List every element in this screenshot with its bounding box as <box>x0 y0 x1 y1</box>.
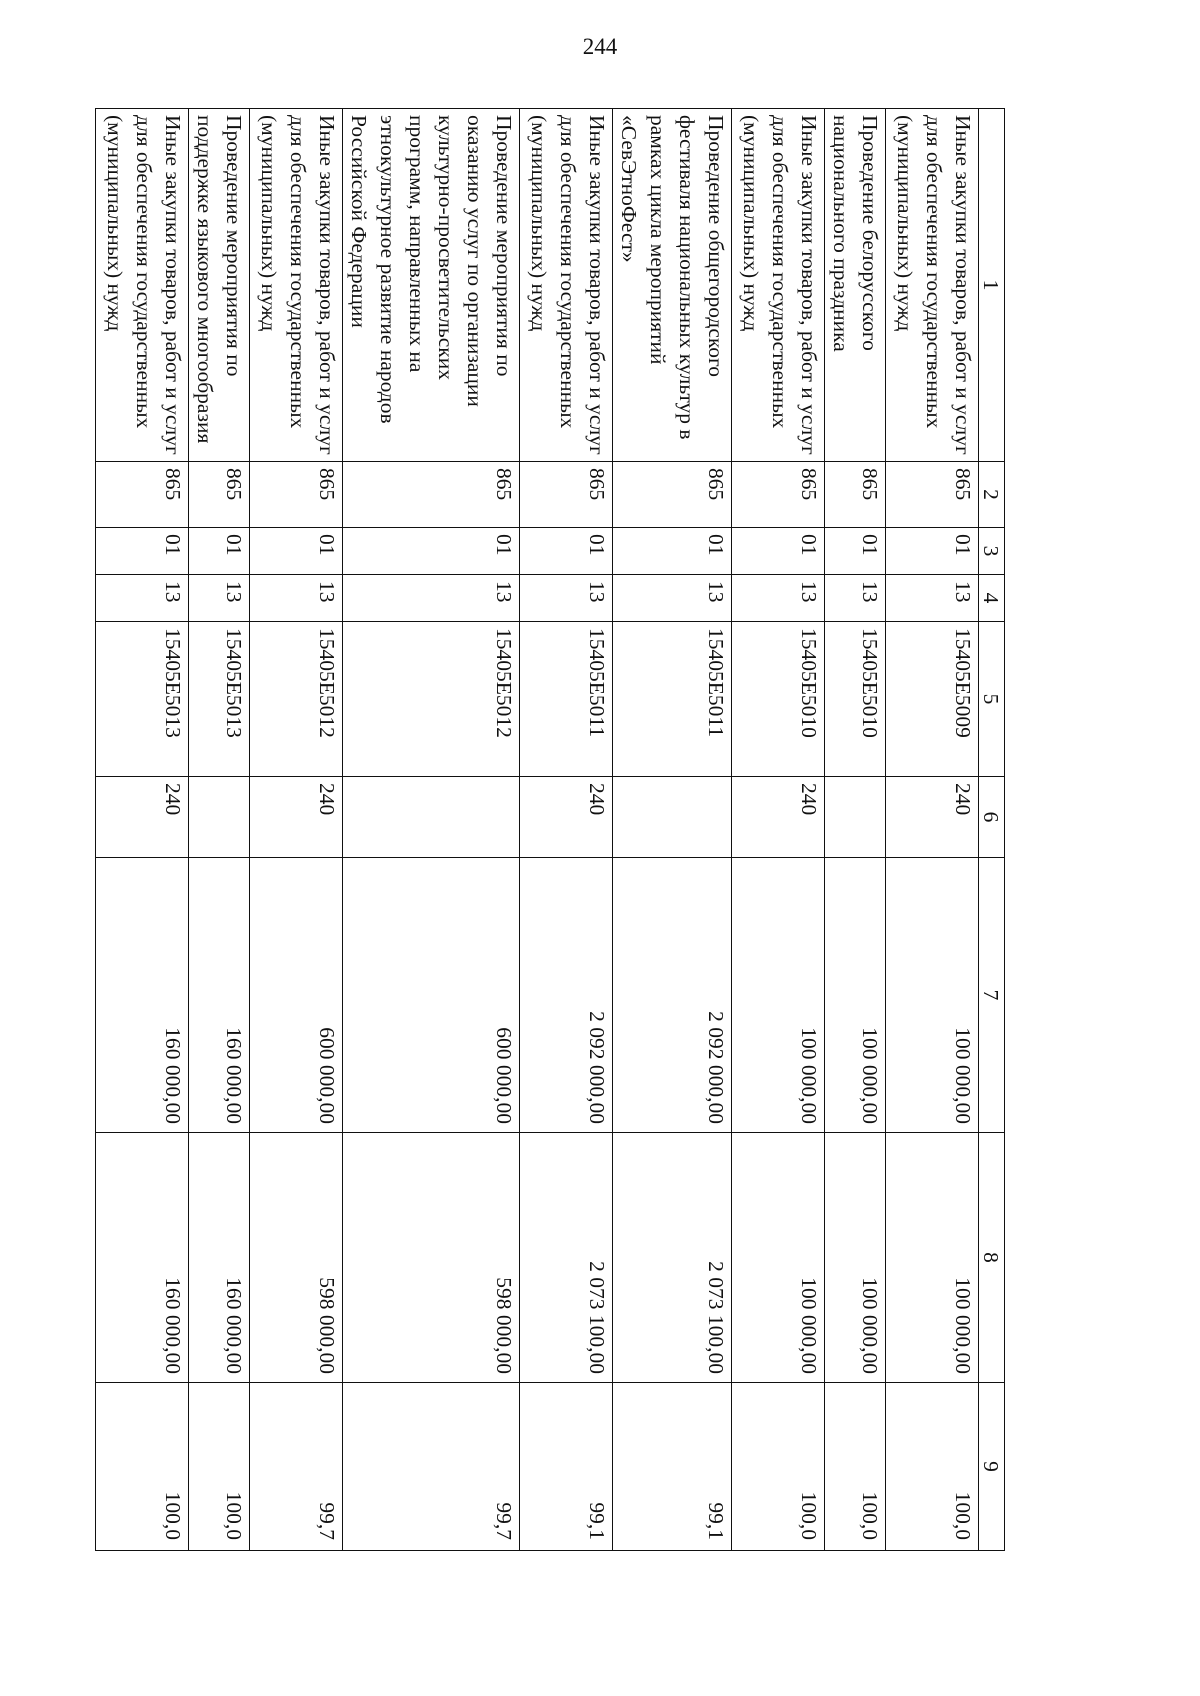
row-gr-cell: 865 <box>886 462 979 528</box>
row-plan-cell: 160 000,00 <box>96 858 189 1133</box>
row-code-cell: 15405Е5010 <box>825 622 886 777</box>
row-vr-cell: 240 <box>96 777 189 858</box>
row-fact-cell: 598 000,00 <box>343 1133 520 1383</box>
row-plan-cell: 2 092 000,00 <box>520 858 613 1133</box>
row-fact-cell: 598 000,00 <box>250 1133 343 1383</box>
row-pr-cell: 13 <box>343 575 520 622</box>
row-pct-cell: 99,1 <box>520 1383 613 1551</box>
row-gr-cell: 865 <box>825 462 886 528</box>
row-name-cell: Проведение общегородского фестиваля национальных культур в рамках цикла мероприятий «СевЭтноФест» <box>613 109 732 462</box>
row-gr-cell: 865 <box>343 462 520 528</box>
row-plan-cell: 100 000,00 <box>732 858 825 1133</box>
header-cell: 6 <box>979 777 1005 858</box>
table-row <box>343 109 520 1551</box>
header-cell: 7 <box>979 858 1005 1133</box>
row-gr-cell: 865 <box>732 462 825 528</box>
row-code-cell: 15405Е5011 <box>613 622 732 777</box>
row-rz-cell: 01 <box>343 528 520 575</box>
row-fact-cell: 2 073 100,00 <box>520 1133 613 1383</box>
row-gr-cell: 865 <box>613 462 732 528</box>
row-pct-cell: 100,0 <box>96 1383 189 1551</box>
row-code-cell: 15405Е5013 <box>189 622 250 777</box>
row-fact-cell: 100 000,00 <box>732 1133 825 1383</box>
header-cell: 1 <box>979 109 1005 462</box>
table-row <box>732 109 825 1551</box>
row-name-cell: Иные закупки товаров, работ и услуг для обеспечения государственных (муниципальных) нужд <box>732 109 825 462</box>
row-pct-cell: 100,0 <box>189 1383 250 1551</box>
row-plan-cell: 600 000,00 <box>343 858 520 1133</box>
row-vr-cell <box>613 777 732 858</box>
row-rz-cell: 01 <box>96 528 189 575</box>
row-pr-cell: 13 <box>250 575 343 622</box>
row-plan-cell: 600 000,00 <box>250 858 343 1133</box>
row-code-cell: 15405Е5010 <box>732 622 825 777</box>
row-rz-cell: 01 <box>732 528 825 575</box>
table-row <box>250 109 343 1551</box>
row-plan-cell: 160 000,00 <box>189 858 250 1133</box>
row-pr-cell: 13 <box>886 575 979 622</box>
header-cell: 4 <box>979 575 1005 622</box>
row-fact-cell: 160 000,00 <box>189 1133 250 1383</box>
table-row <box>189 109 250 1551</box>
header-row <box>979 109 1005 1551</box>
header-cell: 2 <box>979 462 1005 528</box>
row-name-cell: Иные закупки товаров, работ и услуг для обеспечения государственных (муниципальных) нужд <box>886 109 979 462</box>
row-code-cell: 15405Е5012 <box>250 622 343 777</box>
row-pct-cell: 99,7 <box>250 1383 343 1551</box>
row-pr-cell: 13 <box>613 575 732 622</box>
table-row <box>613 109 732 1551</box>
row-rz-cell: 01 <box>250 528 343 575</box>
header-cell: 3 <box>979 528 1005 575</box>
row-vr-cell <box>343 777 520 858</box>
row-vr-cell: 240 <box>520 777 613 858</box>
row-pct-cell: 100,0 <box>886 1383 979 1551</box>
row-vr-cell: 240 <box>886 777 979 858</box>
row-rz-cell: 01 <box>825 528 886 575</box>
row-pct-cell: 99,7 <box>343 1383 520 1551</box>
row-gr-cell: 865 <box>189 462 250 528</box>
row-fact-cell: 100 000,00 <box>886 1133 979 1383</box>
row-fact-cell: 100 000,00 <box>825 1133 886 1383</box>
table-row <box>520 109 613 1551</box>
row-pr-cell: 13 <box>189 575 250 622</box>
table-row <box>825 109 886 1551</box>
row-pct-cell: 100,0 <box>825 1383 886 1551</box>
table-row <box>96 109 189 1551</box>
row-plan-cell: 100 000,00 <box>825 858 886 1133</box>
row-code-cell: 15405Е5012 <box>343 622 520 777</box>
row-pct-cell: 100,0 <box>732 1383 825 1551</box>
header-cell: 8 <box>979 1133 1005 1383</box>
row-code-cell: 15405Е5011 <box>520 622 613 777</box>
row-name-cell: Проведение мероприятия по поддержке языкового многообразия <box>189 109 250 462</box>
row-vr-cell <box>825 777 886 858</box>
row-code-cell: 15405Е5013 <box>96 622 189 777</box>
row-pct-cell: 99,1 <box>613 1383 732 1551</box>
row-code-cell: 15405Е5009 <box>886 622 979 777</box>
row-name-cell: Иные закупки товаров, работ и услуг для обеспечения государственных (муниципальных) нужд <box>96 109 189 462</box>
row-gr-cell: 865 <box>250 462 343 528</box>
row-name-cell: Иные закупки товаров, работ и услуг для обеспечения государственных (муниципальных) нужд <box>250 109 343 462</box>
row-rz-cell: 01 <box>613 528 732 575</box>
row-rz-cell: 01 <box>189 528 250 575</box>
row-name-cell: Иные закупки товаров, работ и услуг для обеспечения государственных (муниципальных) нужд <box>520 109 613 462</box>
row-rz-cell: 01 <box>886 528 979 575</box>
row-vr-cell: 240 <box>250 777 343 858</box>
header-cell: 5 <box>979 622 1005 777</box>
header-cell: 9 <box>979 1383 1005 1551</box>
row-pr-cell: 13 <box>520 575 613 622</box>
row-rz-cell: 01 <box>520 528 613 575</box>
row-pr-cell: 13 <box>96 575 189 622</box>
row-fact-cell: 2 073 100,00 <box>613 1133 732 1383</box>
table-row <box>886 109 979 1551</box>
row-name-cell: Проведение мероприятия по оказанию услуг по организации культурно-просветительских программ, направленных на этнокультурное развитие народов Российской Федерации <box>343 109 520 462</box>
row-plan-cell: 100 000,00 <box>886 858 979 1133</box>
row-gr-cell: 865 <box>96 462 189 528</box>
row-pr-cell: 13 <box>825 575 886 622</box>
page-number: 244 <box>582 34 618 59</box>
row-pr-cell: 13 <box>732 575 825 622</box>
row-plan-cell: 2 092 000,00 <box>613 858 732 1133</box>
row-vr-cell <box>189 777 250 858</box>
row-name-cell: Проведение белорусского национального праздника <box>825 109 886 462</box>
row-fact-cell: 160 000,00 <box>96 1133 189 1383</box>
row-gr-cell: 865 <box>520 462 613 528</box>
row-vr-cell: 240 <box>732 777 825 858</box>
budget-table <box>95 108 1005 1551</box>
rotated-table-container <box>103 108 1005 1550</box>
